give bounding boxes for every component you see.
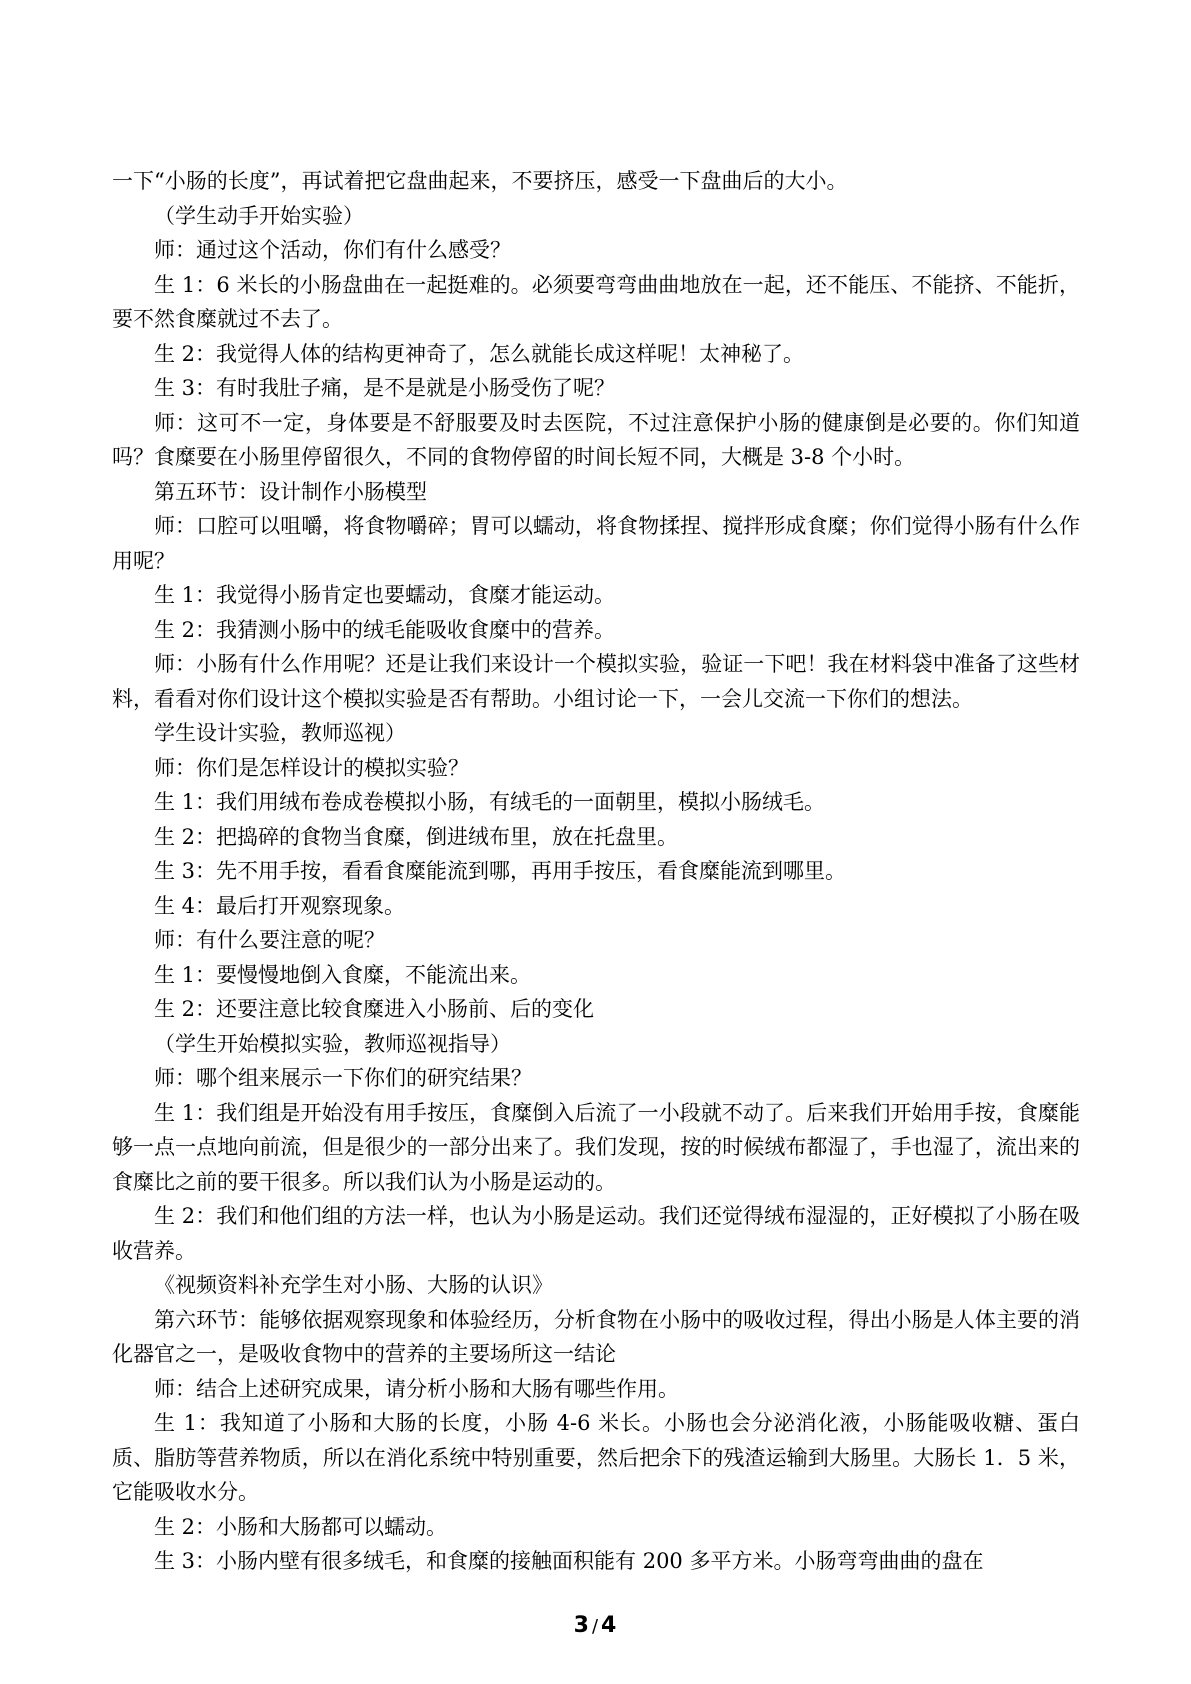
paragraph: 生 3：小肠内壁有很多绒毛，和食糜的接触面积能有 200 多平方米。小肠弯弯曲曲的盘在 bbox=[154, 1549, 984, 1573]
paragraph: 学生设计实验，教师巡视） bbox=[154, 721, 406, 745]
page-number bbox=[0, 1613, 1191, 1638]
paragraph: （学生动手开始实验） bbox=[154, 203, 364, 228]
paragraph: 师：口腔可以咀嚼，将食物嚼碎；胃可以蠕动，将食物揉捏、搅拌形成食糜；你们觉得小肠有什么作用呢？ bbox=[112, 514, 1080, 573]
paragraph: 生 2：我猜测小肠中的绒毛能吸收食糜中的营养。 bbox=[154, 617, 616, 642]
section-heading: 第五环节：设计制作小肠模型 bbox=[154, 479, 427, 504]
page-number-current: 3 bbox=[573, 1613, 590, 1638]
page-number-separator: / bbox=[591, 1616, 600, 1637]
paragraph: 师：结合上述研究成果，请分析小肠和大肠有哪些作用。 bbox=[154, 1376, 679, 1401]
paragraph: 生 1：6 米长的小肠盘曲在一起挺难的。必须要弯弯曲曲地放在一起，还不能压、不能挤、不能折，要不然食糜就过不去了。 bbox=[112, 272, 1080, 331]
paragraph: 师：这可不一定，身体要是不舒服要及时去医院，不过注意保护小肠的健康倒是必要的。你们知道吗？食糜要在小肠里停留很久，不同的食物停留的时间长短不同，大概是 3-8 个小时。 bbox=[112, 410, 1080, 469]
page-number-total: 4 bbox=[601, 1613, 618, 1638]
paragraph: 生 2：我们和他们组的方法一样，也认为小肠是运动。我们还觉得绒布湿湿的，正好模拟了小肠在吸收营养。 bbox=[112, 1204, 1080, 1263]
paragraph: 生 2：还要注意比较食糜进入小肠前、后的变化 bbox=[154, 997, 595, 1021]
paragraph: 生 3：先不用手按，看看食糜能流到哪，再用手按压，看食糜能流到哪里。 bbox=[154, 859, 847, 883]
paragraph: 师：小肠有什么作用呢？还是让我们来设计一个模拟实验，验证一下吧！我在材料袋中准备了这些材料，看看对你们设计这个模拟实验是否有帮助。小组讨论一下，一会儿交流一下你们的想法。 bbox=[112, 652, 1080, 711]
paragraph: 师：哪个组来展示一下你们的研究结果？ bbox=[154, 1066, 532, 1090]
paragraph: 生 1：我知道了小肠和大肠的长度，小肠 4-6 米长。小肠也会分泌消化液，小肠能吸收糖、蛋白质、脂肪等营养物质，所以在消化系统中特别重要，然后把余下的残渣运输到大肠里。大肠长 1．5 米，它能吸收水分。 bbox=[112, 1411, 1080, 1504]
paragraph: 生 1：要慢慢地倒入食糜，不能流出来。 bbox=[154, 962, 532, 987]
paragraph: 师：你们是怎样设计的模拟实验？ bbox=[154, 755, 469, 780]
paragraph: 《视频资料补充学生对小肠、大肠的认识》 bbox=[154, 1273, 553, 1297]
paragraph: 师：有什么要注意的呢？ bbox=[154, 928, 385, 952]
paragraph: （学生开始模拟实验，教师巡视指导） bbox=[154, 1031, 511, 1056]
paragraph: 一下“小肠的长度”，再试着把它盘曲起来，不要挤压，感受一下盘曲后的大小。 bbox=[112, 169, 848, 193]
paragraph: 师：通过这个活动，你们有什么感受？ bbox=[154, 238, 511, 262]
paragraph: 生 2：小肠和大肠都可以蠕动。 bbox=[154, 1514, 448, 1539]
document-body bbox=[112, 164, 1080, 1579]
section-heading: 第六环节：能够依据观察现象和体验经历，分析食物在小肠中的吸收过程，得出小肠是人体主要的消化器官之一，是吸收食物中的营养的主要场所这一结论 bbox=[112, 1307, 1080, 1366]
paragraph: 生 4：最后打开观察现象。 bbox=[154, 893, 406, 918]
paragraph: 生 1：我们组是开始没有用手按压，食糜倒入后流了一小段就不动了。后来我们开始用手按，食糜能够一点一点地向前流，但是很少的一部分出来了。我们发现，按的时候绒布都湿了，手也湿了，流出来的食糜比之前的要干很多。所以我们认为小肠是运动的。 bbox=[112, 1100, 1080, 1194]
paragraph: 生 2：把捣碎的食物当食糜，倒进绒布里，放在托盘里。 bbox=[154, 824, 679, 849]
paragraph: 生 3：有时我肚子痛，是不是就是小肠受伤了呢？ bbox=[154, 376, 616, 400]
paragraph: 生 1：我们用绒布卷成卷模拟小肠，有绒毛的一面朝里，模拟小肠绒毛。 bbox=[154, 790, 826, 814]
paragraph: 生 2：我觉得人体的结构更神奇了，怎么就能长成这样呢！太神秘了。 bbox=[154, 341, 805, 366]
paragraph: 生 1：我觉得小肠肯定也要蠕动，食糜才能运动。 bbox=[154, 583, 616, 607]
